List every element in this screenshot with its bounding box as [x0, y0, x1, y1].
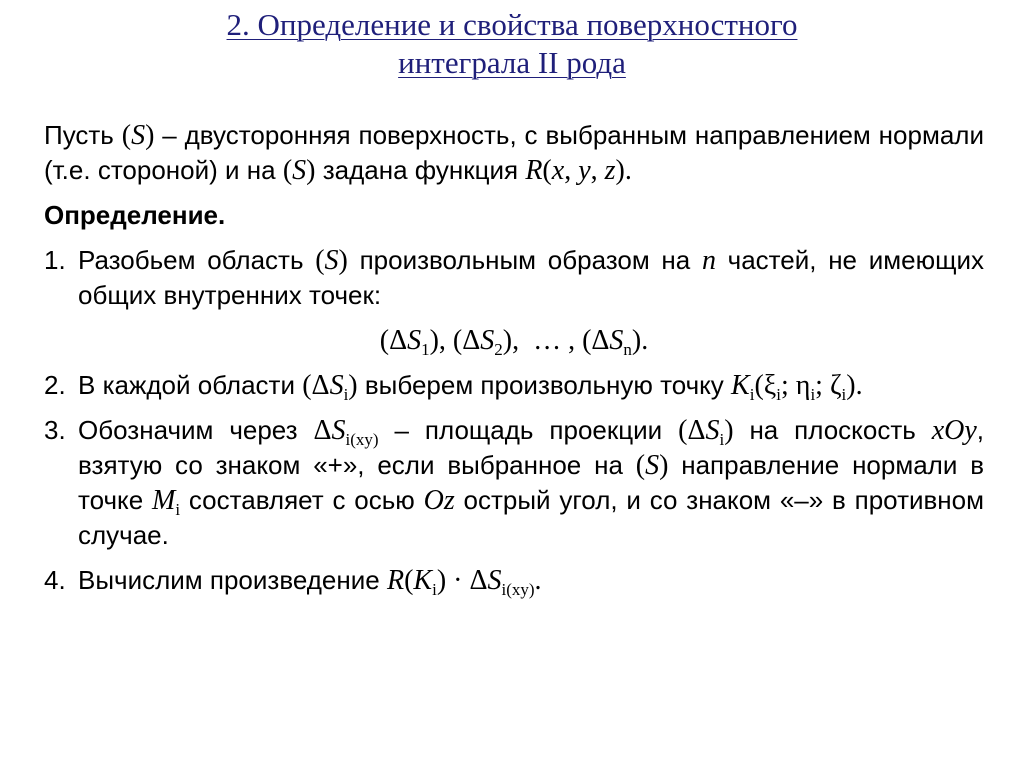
- title-line-2: интеграла II рода: [398, 45, 626, 80]
- step-number: 2.: [44, 370, 66, 400]
- step-1: 1. Разобьем область (S) произвольным образом на n частей, не имеющих общих внутренних точек:: [44, 245, 984, 310]
- step-number: 1.: [44, 245, 66, 275]
- slide-title: [0, 6, 1024, 82]
- step-number: 4.: [44, 565, 66, 595]
- step-4: 4. Вычислим произведение $R(K_i) \cdot \Delta S_{i(xy)}$.: [44, 565, 542, 599]
- step-2: 2. В каждой области $(\Delta S_i)$ выберем произвольную точку $K_i(\xi_i$; $\eta_i$; $\zeta_i$).: [44, 370, 863, 404]
- slide-body: [44, 118, 984, 608]
- step-number: 3.: [44, 415, 66, 445]
- step-3: 3. Обозначим через $\Delta S_{i(xy)}$ – площадь проекции $(\Delta S_i)$ на плоскость xOy, взятую со знаком «+», если выбранное на (S) направление нормали в точке $M_i$ составляет с осью Oz острый угол, и со знаком «–» в противном случае.: [44, 415, 985, 550]
- partition-formula: $(\Delta S_1)$, $(\Delta S_2)$, … , $(\Delta S_n)$.: [379, 325, 649, 359]
- title-line-1: 2. Определение и свойства поверхностного: [226, 7, 798, 42]
- intro-paragraph: Пусть (S) – двусторонняя поверхность, с выбранным направлением нормали (т.е. стороной) и на (S) задана функция R(x, y, z).: [44, 120, 984, 186]
- definition-heading: Определение.: [44, 200, 226, 230]
